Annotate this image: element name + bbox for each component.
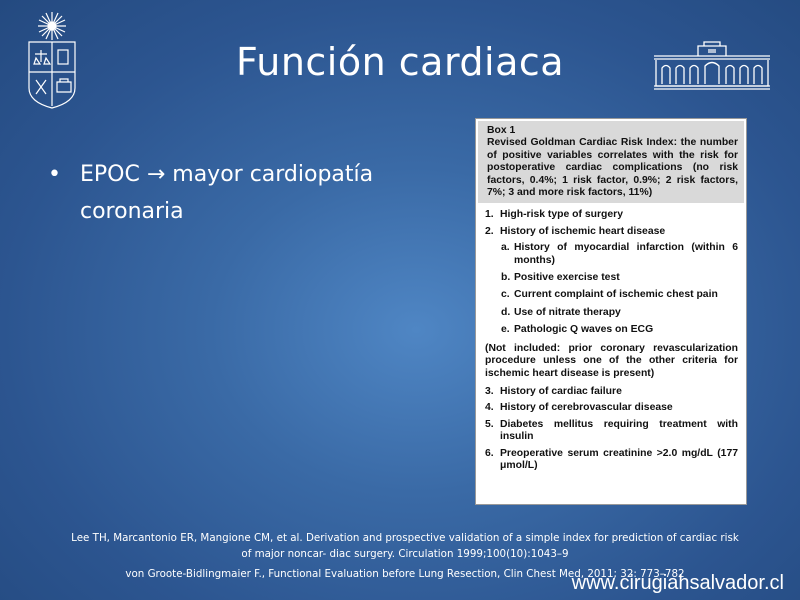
bullet-dot: • [48,162,61,187]
goldman-risk-index-box [475,118,747,505]
footer-website: www.cirugiahsalvador.cl [571,572,784,594]
item-number: 2. [485,225,494,237]
sub-item-letter: a. [501,242,510,254]
item-text: History of cardiac failure [500,385,622,397]
sub-item [485,272,738,284]
sub-item-text: Use of nitrate therapy [514,306,621,318]
box-note: (Not included: prior coronary revascularization procedure unless one of the other criteria for ischemic heart disease is present) [485,342,738,379]
list-item [485,226,738,238]
sub-item-letter: e. [501,324,510,336]
sub-item-text: History of myocardial infarction (within 6 months) [514,242,738,266]
sub-item [485,324,738,336]
sub-item-text: Current complaint of ischemic chest pain [514,289,718,301]
sub-item-letter: b. [501,272,511,284]
item-number: 1. [485,209,494,221]
item-number: 4. [485,402,494,414]
list-item [485,448,738,473]
item-number: 3. [485,385,494,397]
item-text: Preoperative serum creatinine >2.0 mg/dL (177 μmol/L) [500,447,738,471]
item-text: History of cerebrovascular disease [500,402,673,414]
box-heading: Revised Goldman Cardiac Risk Index: the number of positive variables correlates with the risk for postoperative cardiac complications (no risk factors, 0.4%; 1 risk factor, 0.9%; 2 risk factors, 7%; 3 and more risk factors, 11%) [487,137,738,199]
sub-item [485,242,738,267]
reference-von-groote: von Groote-Bidlingmaier F., Functional Evaluation before Lung Resection, Clin Chest Med, 2011; 32: 773–782 [125,568,685,580]
sub-item [485,307,738,319]
sub-item-letter: d. [501,306,511,318]
item-number: 5. [485,418,494,430]
slide-title: Función cardiaca [235,40,565,84]
item-number: 6. [485,447,494,459]
sub-item-text: Pathologic Q waves on ECG [514,324,654,336]
sub-item [485,289,738,301]
list-item [485,386,738,398]
box-label: Box 1 [487,125,516,136]
box-header [478,121,744,203]
item-text: History of ischemic heart disease [500,225,666,237]
list-item [485,419,738,444]
sub-item-letter: c. [501,289,510,301]
list-item [485,402,738,414]
box-body [476,203,746,472]
bullet-text: EPOC → mayor cardiopatía coronaria [80,162,374,224]
list-item [485,209,738,221]
reference-lee: Lee TH, Marcantonio ER, Mangione CM, et al. Derivation and prospective validation of a simple index for prediction of cardiac risk of major noncar- diac surgery. Circulation 1999;100(10):1043–9 [71,532,739,560]
item-text: High-risk type of surgery [500,209,623,221]
sub-item-text: Positive exercise test [514,272,620,284]
item-text: Diabetes mellitus requiring treatment with insulin [500,418,738,443]
